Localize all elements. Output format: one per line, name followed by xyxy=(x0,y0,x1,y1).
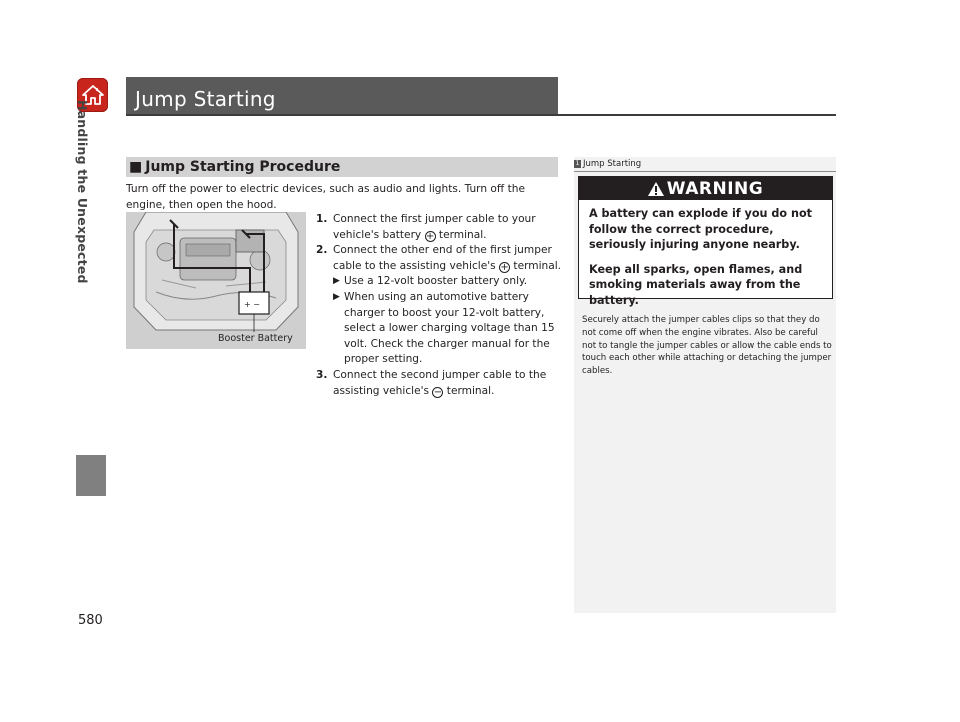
section-bullet: ■ xyxy=(129,159,143,175)
note-paragraph: Securely attach the jumper cables clips so that they do not come off when the engine vibrates. Also be careful not to tangle the jumper cables or allow the cable ends to touch each other while attaching or detaching the jumper cables. xyxy=(582,315,832,377)
warning-text-2: Keep all sparks, open flames, and smoking materials away from the battery. xyxy=(589,262,803,307)
page-number: 580 xyxy=(78,613,103,628)
page-title: Jump Starting xyxy=(135,87,276,111)
title-divider xyxy=(126,114,836,116)
engine-bay-illustration xyxy=(126,212,306,349)
step-number: 2. xyxy=(316,244,328,257)
svg-text:+ −: + − xyxy=(244,300,260,309)
step-number: 1. xyxy=(316,213,328,225)
step-2-sub-2 xyxy=(333,290,566,368)
step-3 xyxy=(316,368,566,399)
step-2 xyxy=(316,243,566,368)
note-link-icon[interactable]: 1 xyxy=(575,160,580,167)
step-text: Connect the second jumper cable to the assisting vehicle's xyxy=(333,368,547,397)
section-heading-text: Jump Starting Procedure xyxy=(145,159,341,175)
sub-text: When using an automotive battery charger to boost your 12-volt battery, select a lower charging voltage than 15 volt. Check the charger manual for the proper setting. xyxy=(344,290,555,366)
plus-terminal-icon: + xyxy=(500,261,509,273)
step-text: Connect the first jumper cable to your vehicle's battery xyxy=(333,213,536,241)
procedure-steps xyxy=(316,212,566,399)
intro-paragraph: Turn off the power to electric devices, such as audio and lights. Turn off the engine, then open the hood. xyxy=(126,183,525,211)
step-text-end: terminal. xyxy=(443,384,495,397)
note-divider xyxy=(574,171,836,172)
plus-terminal-icon: + xyxy=(425,230,435,242)
warning-label: WARNING xyxy=(666,178,764,199)
warning-body xyxy=(579,200,832,309)
warning-header xyxy=(579,177,832,200)
sidebar-notes xyxy=(574,157,836,613)
chapter-tab[interactable] xyxy=(76,455,106,496)
step-number: 3. xyxy=(316,368,328,381)
step-text-end: terminal. xyxy=(435,228,487,241)
note-title: Jump Starting xyxy=(583,159,642,169)
section-heading xyxy=(126,157,558,177)
arrow-right-icon: ▶ xyxy=(333,291,340,302)
note-heading xyxy=(574,159,641,169)
warning-triangle-icon xyxy=(648,182,664,196)
arrow-right-icon: ▶ xyxy=(333,276,340,287)
minus-terminal-icon: − xyxy=(433,386,443,398)
illustration-caption: Booster Battery xyxy=(218,333,293,344)
page-title-bar xyxy=(126,77,558,114)
step-text: Connect the other end of the first jumper cable to the assisting vehicle's xyxy=(333,244,552,272)
step-1 xyxy=(316,212,566,243)
warning-box xyxy=(578,176,833,307)
warning-text-1: A battery can explode if you do not follow the correct procedure, seriously injuring anyone nearby. xyxy=(589,207,812,252)
step-text-end: terminal. xyxy=(510,259,562,272)
sub-text: Use a 12-volt booster battery only. xyxy=(344,275,528,288)
step-2-sub-1 xyxy=(333,274,566,290)
